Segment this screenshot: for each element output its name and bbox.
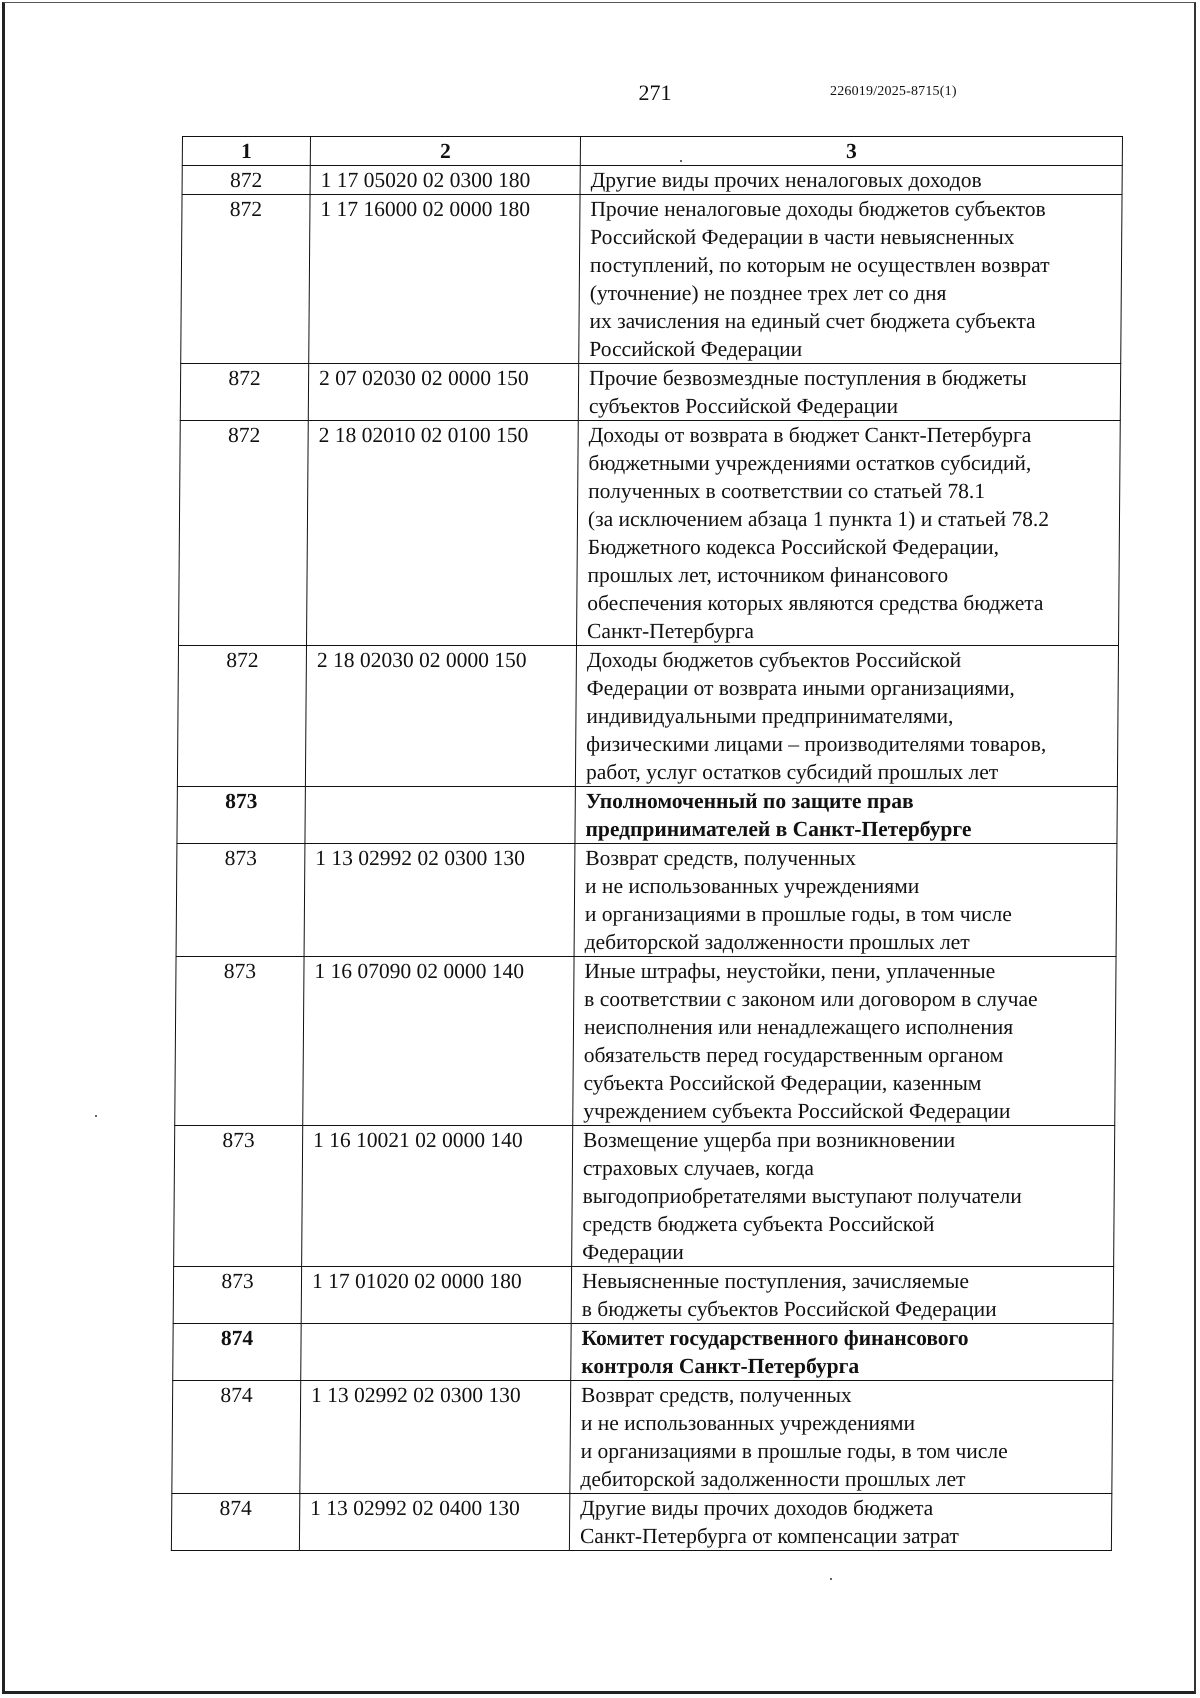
description-line: Доходы бюджетов субъектов Российской: [586, 648, 962, 672]
description-line: Невыясненные поступления, зачисляемые: [581, 1269, 970, 1293]
scan-speck: [95, 1115, 97, 1117]
budget-classification-code-cell: 2 07 02030 02 0000 150: [308, 364, 578, 421]
income-description-cell: [573, 957, 1116, 1126]
description-line: (за исключением абзаца 1 пункта 1) и статьей 78.2: [587, 507, 1050, 531]
description-line: и не использованных учреждениями: [585, 874, 920, 898]
description-line: полученных в соответствии со статьей 78.1: [588, 479, 986, 503]
document-code: 226019/2025-8715(1): [830, 84, 957, 99]
income-description-cell: [569, 1494, 1111, 1551]
description-line: (уточнение) не позднее трех лет со дня: [589, 281, 947, 305]
description-line: субъекта Российской Федерации, казенным: [583, 1071, 982, 1095]
description-line: выгодоприобретателями выступают получатели: [582, 1184, 1022, 1208]
description-line: Российской Федерации: [589, 337, 803, 361]
table-section-row: [173, 1324, 1113, 1381]
admin-code-cell: 872: [178, 421, 308, 646]
description-line: Иные штрафы, неустойки, пени, уплаченные: [584, 959, 996, 983]
budget-classification-code-cell: 1 16 10021 02 0000 140: [302, 1126, 573, 1267]
description-line: страховых случаев, когда: [582, 1156, 815, 1180]
description-line: средств бюджета субъекта Российской: [582, 1212, 935, 1236]
description-line: Федерации от возврата иными организациями,: [586, 676, 1015, 700]
income-description-cell: [579, 195, 1122, 364]
description-line: работ, услуг остатков субсидий прошлых лет: [585, 760, 999, 784]
income-description-cell: [575, 646, 1118, 787]
table-row: [174, 1126, 1115, 1267]
admin-code-cell: 873: [176, 844, 305, 957]
description-line: Прочие безвозмездные поступления в бюджеты: [589, 366, 1027, 390]
description-line: физическими лицами – производителями товаров,: [586, 732, 1047, 756]
table-row: [175, 957, 1116, 1126]
income-description-cell: [571, 1267, 1113, 1324]
description-line: Другие виды прочих неналоговых доходов: [590, 168, 982, 192]
budget-classification-code-cell: 1 13 02992 02 0300 130: [300, 1381, 571, 1494]
description-line: их зачисления на единый счет бюджета субъекта: [589, 309, 1036, 333]
description-line: обязательств перед государственным органом: [583, 1043, 1004, 1067]
description-line: контроля Санкт-Петербурга: [581, 1354, 860, 1378]
scan-speck: [830, 1578, 832, 1580]
table-row: [177, 646, 1118, 787]
description-line: в бюджеты субъектов Российской Федерации: [581, 1297, 997, 1321]
admin-code-cell: 874: [173, 1324, 301, 1381]
description-line: субъектов Российской Федерации: [588, 394, 899, 418]
table-row: [178, 421, 1120, 646]
income-description-cell: [571, 1324, 1113, 1381]
description-line: учреждением субъекта Российской Федерации: [583, 1099, 1011, 1123]
admin-code-cell: 873: [175, 957, 304, 1126]
admin-code-cell: 872: [181, 195, 310, 364]
budget-classification-code-cell: 1 17 16000 02 0000 180: [309, 195, 580, 364]
description-line: обеспечения которых являются средства бюджета: [587, 591, 1044, 615]
page-number: 271: [638, 80, 672, 105]
header-col-3: 3: [580, 137, 1122, 166]
description-line: индивидуальными предпринимателями,: [586, 704, 954, 728]
income-description-cell: [576, 421, 1120, 646]
description-line: и организациями в прошлые годы, в том числе: [580, 1439, 1008, 1463]
header-col-2: 2: [310, 137, 580, 166]
income-description-cell: [578, 364, 1120, 421]
admin-code-cell: 873: [173, 1267, 301, 1324]
income-description-cell: [570, 1381, 1113, 1494]
admin-code-cell: 874: [171, 1494, 299, 1551]
table-row: [173, 1267, 1113, 1324]
description-line: предпринимателей в Санкт-Петербурге: [585, 817, 972, 841]
description-line: в соответствии с законом или договором в случае: [584, 987, 1038, 1011]
description-line: Комитет государственного финансового: [581, 1326, 969, 1350]
description-line: дебиторской задолженности прошлых лет: [584, 930, 970, 954]
description-line: дебиторской задолженности прошлых лет: [580, 1467, 966, 1491]
scan-speck: [680, 160, 682, 162]
budget-classification-code-cell: 2 18 02010 02 0100 150: [306, 421, 578, 646]
table-row: [171, 1494, 1111, 1551]
description-line: Возмещение ущерба при возникновении: [583, 1128, 956, 1152]
description-line: Уполномоченный по защите прав: [585, 789, 914, 813]
description-line: и не использованных учреждениями: [580, 1411, 916, 1435]
table-row: [182, 166, 1122, 195]
description-line: Российской Федерации в части невыясненных: [590, 225, 1015, 249]
description-line: прошлых лет, источником финансового: [587, 563, 949, 587]
budget-codes-table: [171, 136, 1123, 1551]
income-description-cell: [575, 787, 1117, 844]
income-description-cell: [580, 166, 1122, 195]
description-line: Федерации: [582, 1240, 684, 1264]
budget-codes-table-container: [171, 136, 1122, 1551]
budget-classification-code-cell: [301, 1324, 571, 1381]
admin-code-cell: 874: [172, 1381, 301, 1494]
income-description-cell: [574, 844, 1117, 957]
table-header-row: [182, 137, 1122, 166]
budget-classification-code-cell: 2 18 02030 02 0000 150: [305, 646, 576, 787]
description-line: бюджетными учреждениями остатков субсидий,: [588, 451, 1032, 475]
budget-classification-code-cell: 1 17 01020 02 0000 180: [301, 1267, 571, 1324]
description-line: Доходы от возврата в бюджет Санкт-Петербурга: [588, 423, 1032, 447]
header-col-1: 1: [182, 137, 310, 166]
description-line: Санкт-Петербурга: [587, 619, 755, 643]
description-line: Возврат средств, полученных: [585, 846, 857, 870]
admin-code-cell: 873: [174, 1126, 303, 1267]
budget-classification-code-cell: 1 16 07090 02 0000 140: [303, 957, 574, 1126]
admin-code-cell: 873: [177, 787, 305, 844]
description-line: и организациями в прошлые годы, в том числе: [584, 902, 1012, 926]
table-row: [172, 1381, 1113, 1494]
table-row: [176, 844, 1117, 957]
budget-classification-code-cell: 1 17 05020 02 0300 180: [310, 166, 580, 195]
admin-code-cell: 872: [180, 364, 308, 421]
table-body: [171, 166, 1122, 1551]
table-row: [180, 364, 1120, 421]
description-line: Возврат средств, полученных: [581, 1383, 852, 1407]
budget-classification-code-cell: 1 13 02992 02 0400 130: [299, 1494, 569, 1551]
description-line: Бюджетного кодекса Российской Федерации,: [587, 535, 1000, 559]
description-line: неисполнения или ненадлежащего исполнения: [583, 1015, 1014, 1039]
description-line: Другие виды прочих доходов бюджета: [580, 1496, 934, 1520]
budget-classification-code-cell: [305, 787, 575, 844]
admin-code-cell: 872: [177, 646, 306, 787]
admin-code-cell: 872: [182, 166, 310, 195]
table-section-row: [177, 787, 1117, 844]
description-line: поступлений, по которым не осуществлен возврат: [589, 253, 1050, 277]
description-line: Прочие неналоговые доходы бюджетов субъектов: [590, 197, 1046, 221]
income-description-cell: [572, 1126, 1115, 1267]
description-line: Санкт-Петербурга от компенсации затрат: [579, 1524, 959, 1548]
budget-classification-code-cell: 1 13 02992 02 0300 130: [304, 844, 575, 957]
table-row: [181, 195, 1122, 364]
